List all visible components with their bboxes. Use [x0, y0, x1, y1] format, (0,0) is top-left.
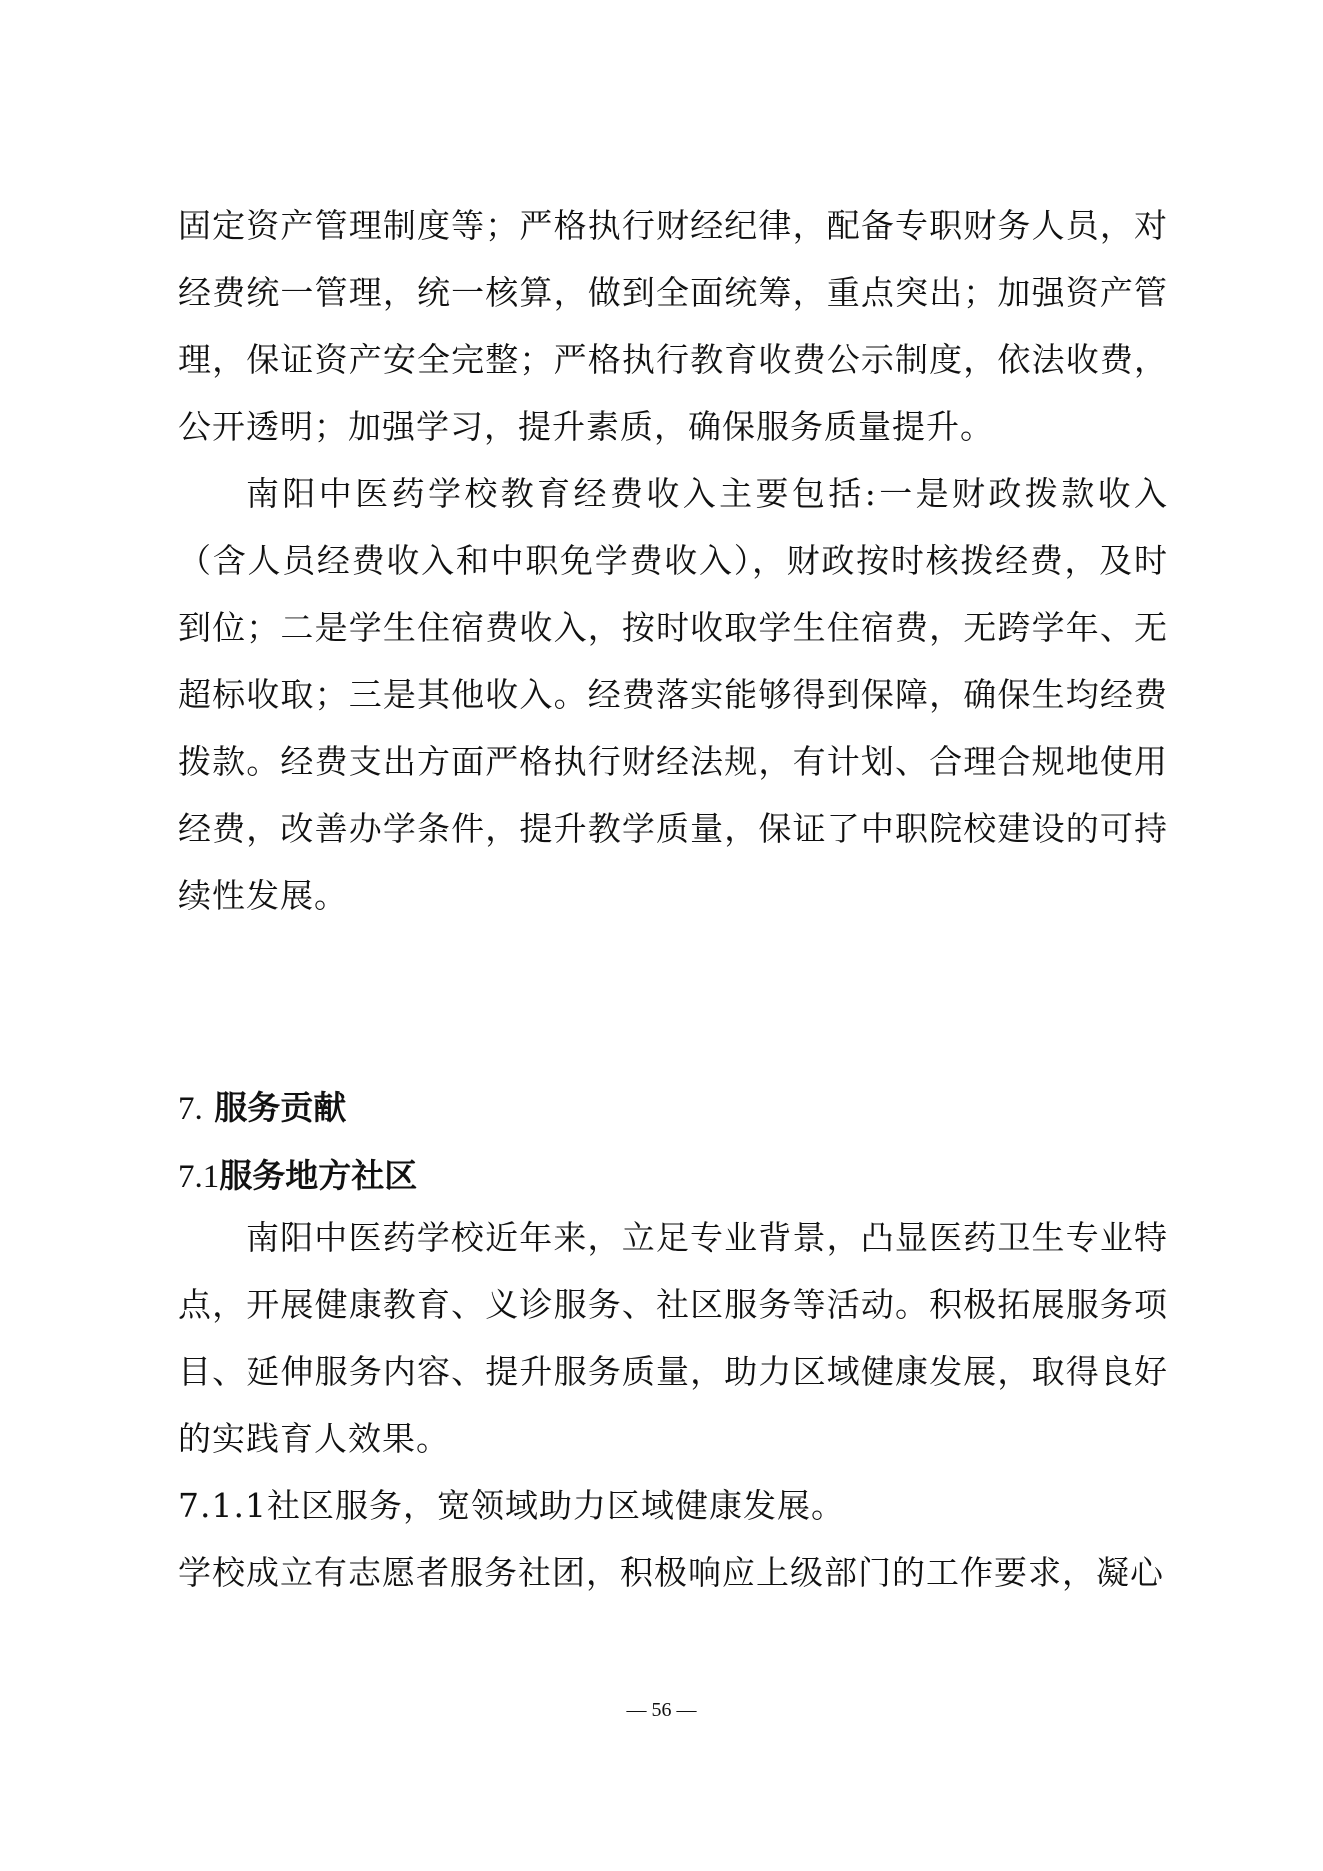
paragraph-continued: 固定资产管理制度等；严格执行财经纪律，配备专职财务人员，对经费统一管理，统一核算，做到全面统筹，重点突出；加强资产管理，保证资产安全完整；严格执行教育收费公示制度，依法收费，公开透明；加强学习，提升素质，确保服务质量提升。 — [178, 206, 1168, 446]
section-title: 服务地方社区 — [219, 1156, 418, 1195]
page-number: — 56 — — [626, 1699, 697, 1721]
paragraph-last: 学校成立有志愿者服务社团，积极响应上级部门的工作要求，凝心 — [178, 1553, 1164, 1592]
paragraph-funding: 南阳中医药学校教育经费收入主要包括:一是财政拨款收入（含人员经费收入和中职免学费收入），财政按时核拨经费，及时到位；二是学生住宿费收入，按时收取学生住宿费，无跨学年、无超标收取；三是其他收入。经费落实能够得到保障，确保生均经费拨款。经费支出方面严格执行财经法规，有计划、合理合规地使用经费，改善办学条件，提升教学质量，保证了中职院校建设的可持续性发展。 — [178, 474, 1168, 915]
section-heading-7-1 — [178, 1156, 1168, 1197]
paragraph-7-1: 南阳中医药学校近年来，立足专业背景，凸显医药卫生专业特点，开展健康教育、义诊服务、社区服务等活动。积极拓展服务项目、延伸服务内容、提升服务质量，助力区域健康发展，取得良好的实践育人效果。 — [178, 1218, 1168, 1458]
section-title: 服务贡献 — [214, 1088, 347, 1127]
section-number: 7.1 — [178, 1159, 220, 1195]
subsection-7-1-1: 7.1.1社区服务，宽领域助力区域健康发展。 — [178, 1486, 845, 1525]
section-number: 7. — [178, 1091, 203, 1127]
section-heading-7 — [178, 1088, 1168, 1129]
